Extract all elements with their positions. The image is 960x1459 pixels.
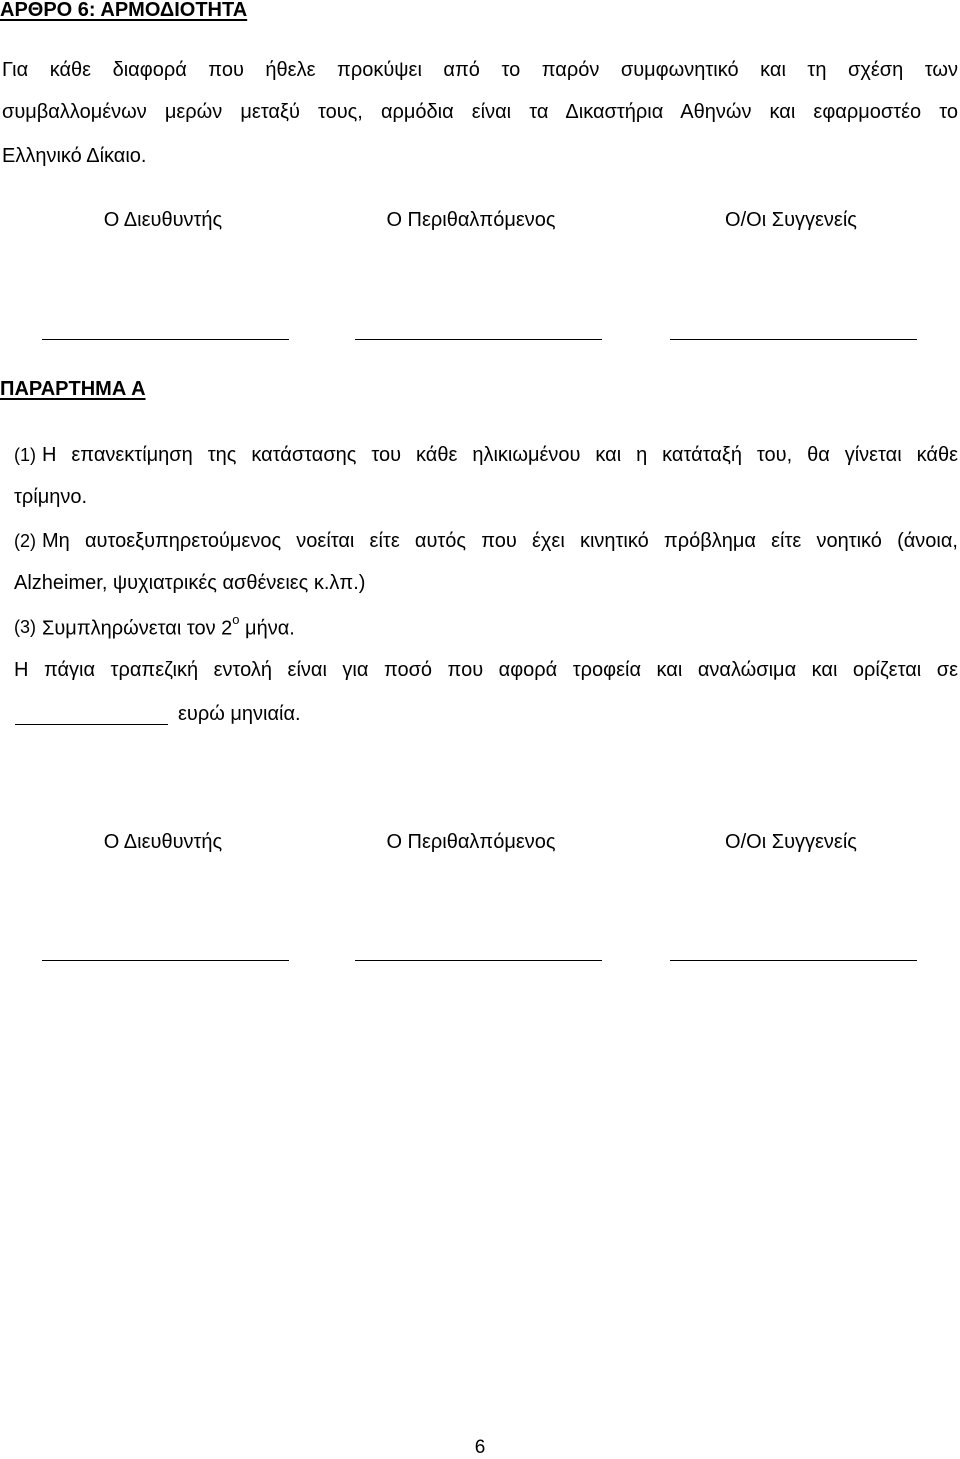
signature-line-relatives-2 (670, 960, 917, 961)
note-1-line-1: Η επανεκτίμηση της κατάστασης του κάθε ηλικιωμένου και η κατάταξή του, θα γίνεται κάθε (42, 444, 958, 466)
signature-line-relatives (670, 339, 917, 340)
note-3-after: μήνα. (239, 617, 295, 640)
signature-label-resident-2: Ο Περιθαλπόμενος (386, 831, 556, 853)
article-heading: ΑΡΘΡΟ 6: ΑΡΜΟΔΙΟΤΗΤΑ (0, 0, 248, 21)
article-line-1: Για κάθε διαφορά που ήθελε προκύψει από το παρόν συμφωνητικό και τη σχέση των (2, 59, 958, 81)
note-3-marker: (3) (14, 617, 36, 637)
signature-label-director: Ο Διευθυντής (103, 209, 223, 231)
note-2-line-2: Alzheimer, ψυχιατρικές ασθένειες κ.λπ.) (14, 572, 366, 594)
note-2-marker: (2) (14, 531, 36, 551)
signature-line-resident (355, 339, 602, 340)
signature-label-relatives: Ο/Οι Συγγενείς (725, 209, 857, 231)
amount-blank-line (15, 724, 168, 725)
note-3-before: Συμπληρώνεται τον 2 (42, 617, 233, 640)
bank-order-line-2: ευρώ μηνιαία. (178, 703, 301, 725)
signature-line-director-2 (42, 960, 289, 961)
signature-line-resident-2 (355, 960, 602, 961)
bank-order-line-1: Η πάγια τραπεζική εντολή είναι για ποσό που αφορά τροφεία και αναλώσιμα και ορίζεται σε (14, 659, 958, 681)
page-number: 6 (474, 1437, 486, 1458)
note-2-line-1: Μη αυτοεξυπηρετούμενος νοείται είτε αυτός που έχει κινητικό πρόβλημα είτε νοητικό (άνοια, (42, 530, 958, 552)
signature-label-resident: Ο Περιθαλπόμενος (386, 209, 556, 231)
annex-heading: ΠΑΡΑΡΤΗΜΑ Α (0, 378, 146, 400)
note-3-text (42, 612, 295, 641)
note-1-line-2: τρίμηνο. (14, 486, 88, 508)
article-line-3: Ελληνικό Δίκαιο. (2, 145, 147, 167)
note-3-superscript: ο (232, 612, 240, 627)
signature-label-director-2: Ο Διευθυντής (103, 831, 223, 853)
article-line-2: συμβαλλομένων μερών μεταξύ τους, αρμόδια είναι τα Δικαστήρια Αθηνών και εφαρμοστέο το (2, 101, 958, 123)
signature-line-director (42, 339, 289, 340)
note-1-marker: (1) (14, 445, 36, 465)
signature-label-relatives-2: Ο/Οι Συγγενείς (725, 831, 857, 853)
